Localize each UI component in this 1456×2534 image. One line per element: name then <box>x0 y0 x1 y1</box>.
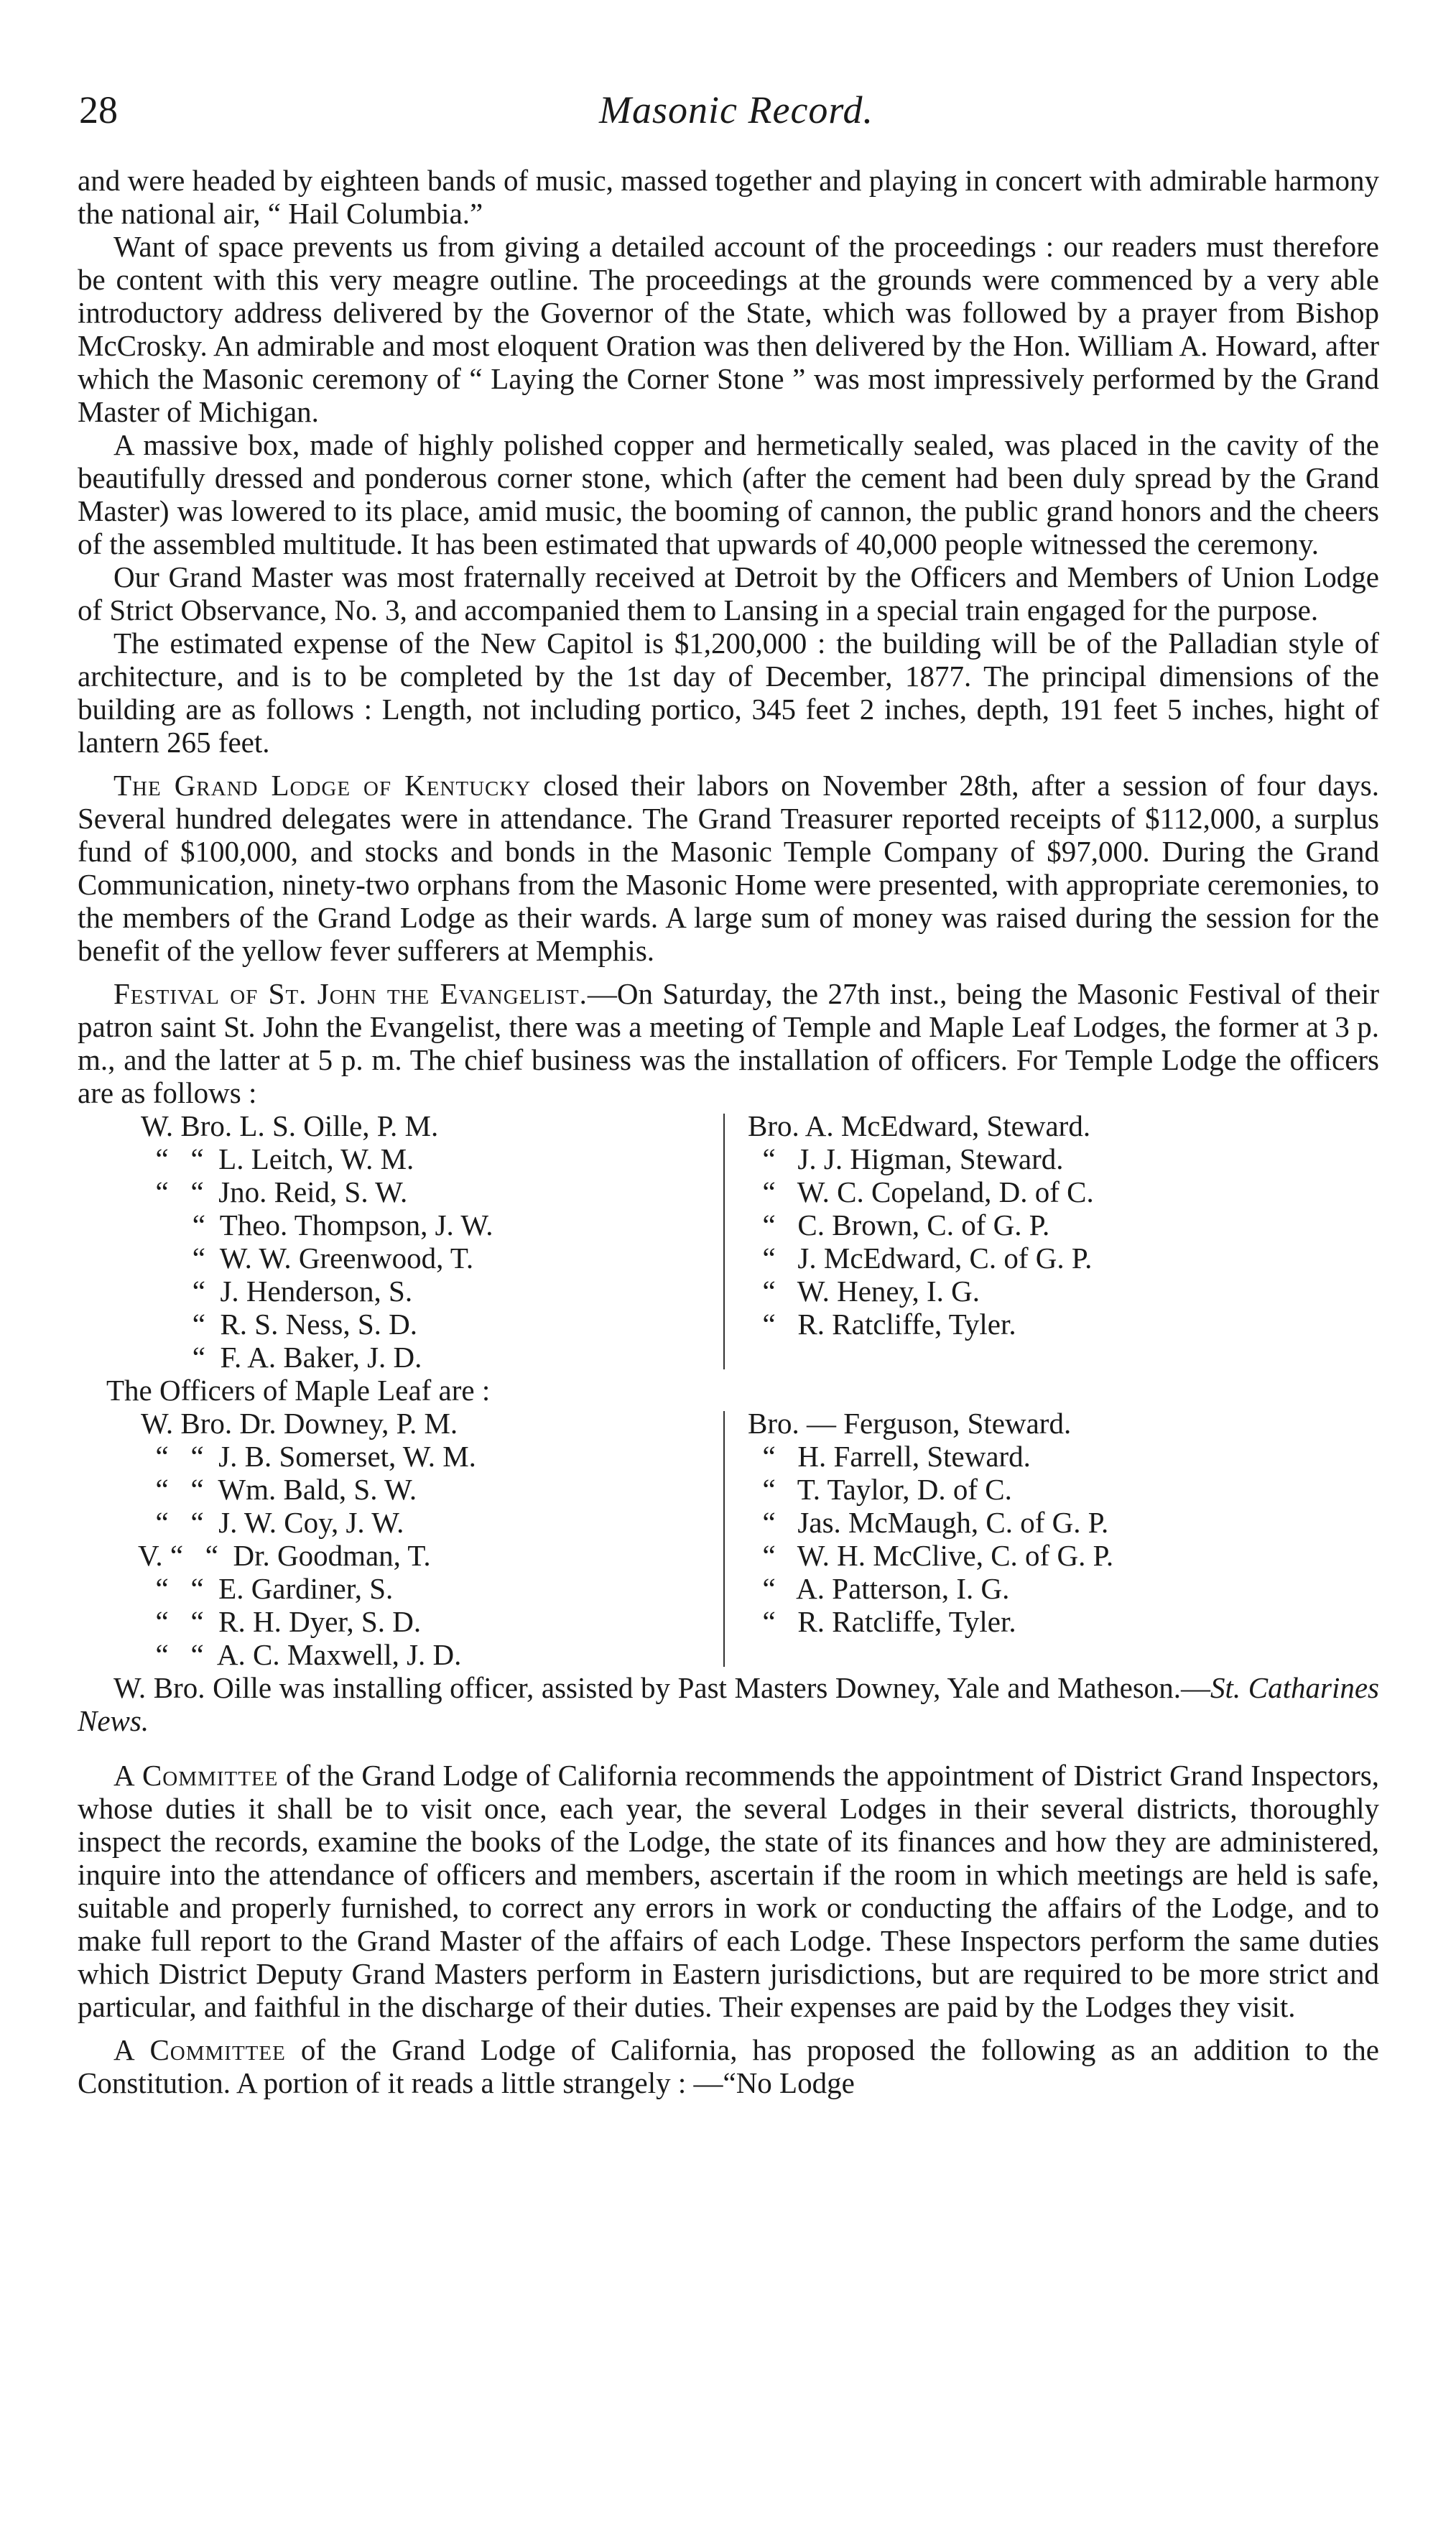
officer-entry: “ Theo. Thompson, J. W. <box>141 1208 493 1241</box>
officer-entry: “ “ J. B. Somerset, W. M. <box>141 1440 476 1473</box>
installing-officer-note <box>78 1671 1379 1737</box>
california-lead-2: A Committee <box>113 2033 286 2066</box>
page-number: 28 <box>79 88 118 131</box>
officer-entry: V. “ “ Dr. Goodman, T. <box>138 1539 431 1572</box>
festival-lead: Festival of St. John the Evangelist. <box>113 977 588 1010</box>
officer-entry: “ J. Henderson, S. <box>141 1275 413 1308</box>
festival-text: —On Saturday, the 27th inst., being the Masonic Festival of their patron saint St. John the Evangelist, there was a meeting of Temple and Maple Leaf Lodges, the former at 3 p. m., and the latter at 5 p. m. The chief business was the installation of officers. For Temple Lodge the officers are as follows : <box>78 977 1379 1109</box>
paragraph-festival <box>78 977 1379 1109</box>
officer-entry: “ H. Farrell, Steward. <box>747 1440 1031 1473</box>
officer-entry: “ T. Taylor, D. of C. <box>747 1473 1012 1506</box>
officer-entry: “ W. W. Greenwood, T. <box>141 1241 474 1275</box>
officer-entry: Bro. — Ferguson, Steward. <box>747 1407 1072 1440</box>
california-lead-1: A Committee <box>113 1759 279 1792</box>
maple-officers-table <box>78 1407 1379 1671</box>
officer-entry: “ R. S. Ness, S. D. <box>141 1308 417 1341</box>
maple-officers-left <box>78 1407 723 1671</box>
officer-entry: “ C. Brown, C. of G. P. <box>747 1208 1050 1241</box>
kentucky-lead: The Grand Lodge of Kentucky <box>113 769 532 802</box>
maple-officers-right <box>725 1407 1379 1671</box>
paragraph-grand-master: Our Grand Master was most fraternally received at Detroit by the Officers and Members of Union Lodge of Strict Observance, No. 3, and accompanied them to Lansing in a special train engaged for the purpose. <box>78 560 1379 626</box>
officer-entry: “ “ J. W. Coy, J. W. <box>141 1506 404 1539</box>
officer-entry: “ J. McEdward, C. of G. P. <box>747 1241 1093 1275</box>
officer-entry: “ “ Jno. Reid, S. W. <box>141 1175 408 1208</box>
paragraph-corner-stone: A massive box, made of highly polished copper and hermetically sealed, was placed in the cavity of the beautifully dressed and ponderous corner stone, which (after the cement had been duly spread by the Grand Master) was lowered to its place, amid music, the booming of cannon, the public grand honors and the cheers of the assembled multitude. It has been estimated that upwards of 40,000 people witnessed the ceremony. <box>78 428 1379 560</box>
california-text-1: of the Grand Lodge of California recommends the appointment of District Grand Inspectors, whose duties it shall be to visit once, each year, the several Lodges in their several districts, thoroughly inspect the records, examine the books of the Lodge, the state of its finances and how they are administered, inquire into the attendance of officers and members, ascertain if the room in which meetings are held is safe, suitable and properly furnished, to correct any errors in work or conducting the affairs of the Lodge, and to make full report to the Grand Master of the affairs of each Lodge. These Inspectors perform the same duties which District Deputy Grand Masters perform in Eastern jurisdictions, but are required to be more strict and particular, and faithful in the discharge of their duties. Their expenses are paid by the Lodges they visit. <box>78 1759 1379 2023</box>
officer-entry: “ W. C. Copeland, D. of C. <box>747 1175 1094 1208</box>
running-title: Masonic Record. <box>599 88 873 131</box>
officer-entry: W. Bro. Dr. Downey, P. M. <box>141 1407 458 1440</box>
page-header <box>79 88 1394 152</box>
officer-entry: “ “ A. C. Maxwell, J. D. <box>141 1638 462 1671</box>
officer-entry: “ W. Heney, I. G. <box>747 1275 980 1308</box>
officer-entry: “ A. Patterson, I. G. <box>747 1572 1010 1605</box>
california-text-2: of the Grand Lodge of California, has proposed the following as an addition to the Constitution. A portion of it reads a little strangely : —“No Lodge <box>78 2033 1379 2099</box>
officer-entry: Bro. A. McEdward, Steward. <box>747 1109 1091 1142</box>
paragraph-capitol-expense: The estimated expense of the New Capitol is $1,200,000 : the building will be of the Palladian style of architecture, and is to be completed by the 1st day of December, 1877. The principal dimensions of the building are as follows : Length, not including portico, 345 feet 2 inches, depth, 191 feet 5 inches, hight of lantern 265 feet. <box>78 626 1379 759</box>
officer-entry: “ “ R. H. Dyer, S. D. <box>141 1605 422 1638</box>
officer-entry: W. Bro. L. S. Oille, P. M. <box>141 1109 439 1142</box>
officer-entry: “ Jas. McMaugh, C. of G. P. <box>747 1506 1109 1539</box>
closing-source: St. Catharines News. <box>78 1671 1379 1737</box>
body-text <box>78 164 1379 2099</box>
temple-officers-right <box>725 1109 1379 1374</box>
officer-entry: “ “ Wm. Bald, S. W. <box>141 1473 417 1506</box>
officer-entry: “ “ L. Leitch, W. M. <box>141 1142 414 1175</box>
maple-leaf-intro: The Officers of Maple Leaf are : <box>106 1374 491 1407</box>
officer-entry: “ “ E. Gardiner, S. <box>141 1572 394 1605</box>
kentucky-text: closed their labors on November 28th, after a session of four days. Several hundred delegates were in attendance. The Grand Treasurer reported receipts of $112,000, a surplus fund of $100,000, and stocks and bonds in the Masonic Temple Company of $97,000. During the Grand Communication, ninety-two orphans from the Masonic Home were presented, with appropriate ceremonies, to the members of the Grand Lodge as their wards. A large sum of money was raised during the session for the benefit of the yellow fever sufferers at Memphis. <box>78 769 1379 967</box>
officer-entry: “ R. Ratcliffe, Tyler. <box>747 1308 1016 1341</box>
officer-entry: “ F. A. Baker, J. D. <box>141 1341 422 1374</box>
temple-officers-left <box>78 1109 723 1374</box>
paragraph-kentucky <box>78 769 1379 967</box>
paragraph-continued: and were headed by eighteen bands of music, massed together and playing in concert with admirable harmony the national air, “ Hail Columbia.” <box>78 164 1379 230</box>
paragraph-california-inspectors <box>78 1759 1379 2023</box>
officer-entry: “ J. J. Higman, Steward. <box>747 1142 1064 1175</box>
officer-entry: “ W. H. McClive, C. of G. P. <box>747 1539 1114 1572</box>
paragraph-proceedings: Want of space prevents us from giving a detailed account of the proceedings : our readers must therefore be content with this very meagre outline. The proceedings at the grounds were commenced by a very able introductory address delivered by the Governor of the State, which was followed by a prayer from Bishop McCrosky. An admirable and most eloquent Oration was then delivered by the Hon. William A. Howard, after which the Masonic ceremony of “ Laying the Corner Stone ” was most impressively performed by the Grand Master of Michigan. <box>78 230 1379 428</box>
temple-officers-table <box>78 1109 1379 1374</box>
paragraph-california-constitution <box>78 2033 1379 2099</box>
officer-entry: “ R. Ratcliffe, Tyler. <box>747 1605 1016 1638</box>
closing-text: W. Bro. Oille was installing officer, assisted by Past Masters Downey, Yale and Matheson.— <box>113 1671 1211 1704</box>
